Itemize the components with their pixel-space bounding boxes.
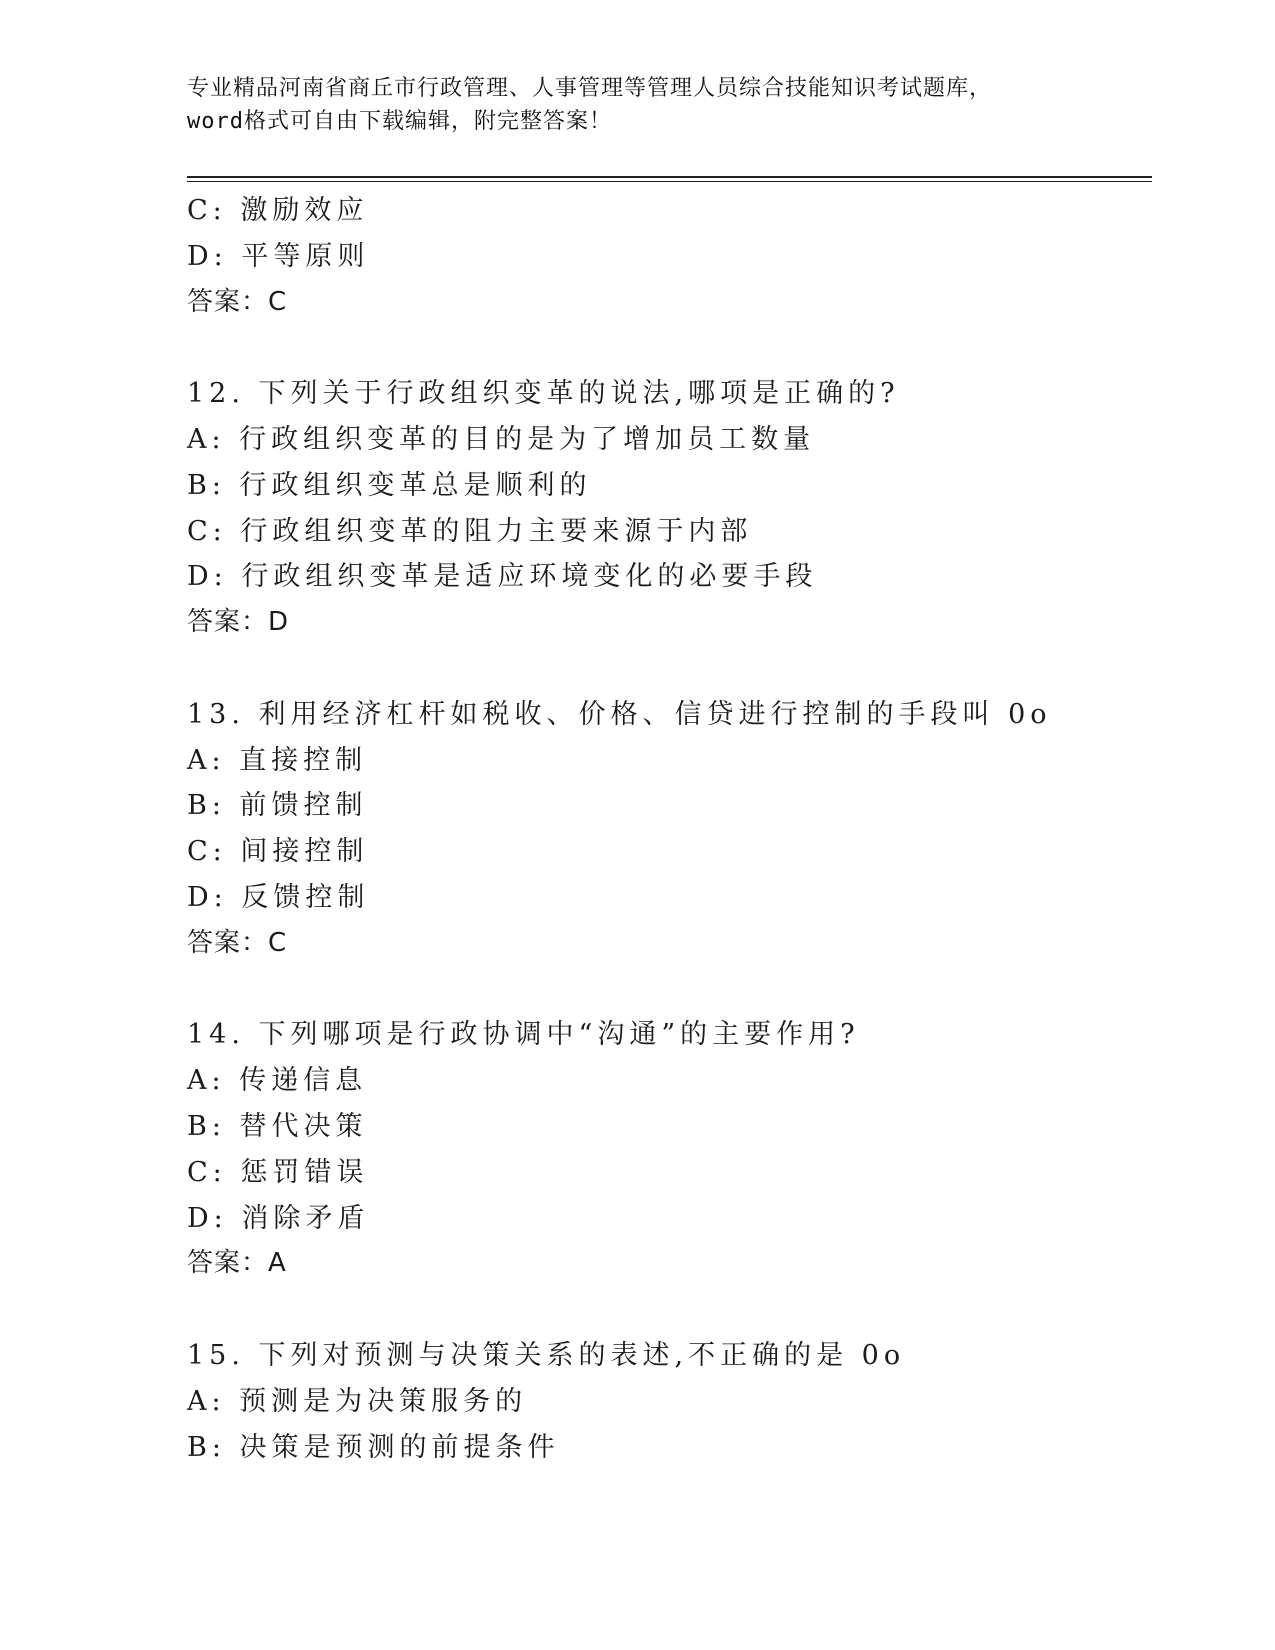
question-stem: 13. 利用经济杠杆如税收、价格、信贷进行控制的手段叫 0o xyxy=(187,698,1052,730)
spacer xyxy=(187,967,1147,1013)
question-list xyxy=(187,188,1147,1470)
header-divider-thin xyxy=(187,181,1152,182)
question-stem: 14. 下列哪项是行政协调中“沟通”的主要作用? xyxy=(187,1019,860,1051)
question-stem: 15. 下列对预测与决策关系的表述,不正确的是 0o xyxy=(187,1339,906,1371)
document-header xyxy=(187,72,1087,138)
answer-line: 答案：C xyxy=(187,927,288,958)
option-a: A: 传递信息 xyxy=(187,1065,368,1097)
option-c: C: 惩罚错误 xyxy=(187,1156,369,1188)
answer-line: 答案：C xyxy=(187,286,288,317)
question-13 xyxy=(187,692,1147,967)
option-b: B: 前馈控制 xyxy=(187,790,368,822)
answer-line: 答案：D xyxy=(187,607,290,638)
header-divider-thick xyxy=(187,176,1152,178)
option-c: C: 间接控制 xyxy=(187,836,369,868)
option-c: C: 行政组织变革的阻力主要来源于内部 xyxy=(187,515,753,547)
spacer xyxy=(187,1287,1147,1333)
option-b: B: 替代决策 xyxy=(187,1110,368,1142)
option-d: D: 行政组织变革是适应环境变化的必要手段 xyxy=(187,561,818,593)
option-a: A: 预测是为决策服务的 xyxy=(187,1385,528,1417)
option-d: D: 反馈控制 xyxy=(187,881,370,913)
option-b: B: 决策是预测的前提条件 xyxy=(187,1431,560,1463)
question-14 xyxy=(187,1012,1147,1287)
question-15 xyxy=(187,1333,1147,1470)
option-a: A: 直接控制 xyxy=(187,744,368,776)
option-a: A: 行政组织变革的目的是为了增加员工数量 xyxy=(187,423,816,455)
question-carryover xyxy=(187,188,1147,325)
header-title-line-1: 专业精品河南省商丘市行政管理、人事管理等管理人员综合技能知识考试题库， xyxy=(187,76,993,101)
option-d: D: 消除矛盾 xyxy=(187,1202,370,1234)
spacer xyxy=(187,646,1147,692)
header-title-line-2: word格式可自由下载编辑，附完整答案！ xyxy=(187,109,612,134)
question-stem: 12. 下列关于行政组织变革的说法,哪项是正确的? xyxy=(187,378,900,410)
spacer xyxy=(187,325,1147,371)
option-d: D: 平等原则 xyxy=(187,240,370,272)
option-c: C: 激励效应 xyxy=(187,195,369,226)
question-12 xyxy=(187,371,1147,646)
answer-line: 答案：A xyxy=(187,1248,287,1279)
option-b: B: 行政组织变革总是顺利的 xyxy=(187,469,592,501)
